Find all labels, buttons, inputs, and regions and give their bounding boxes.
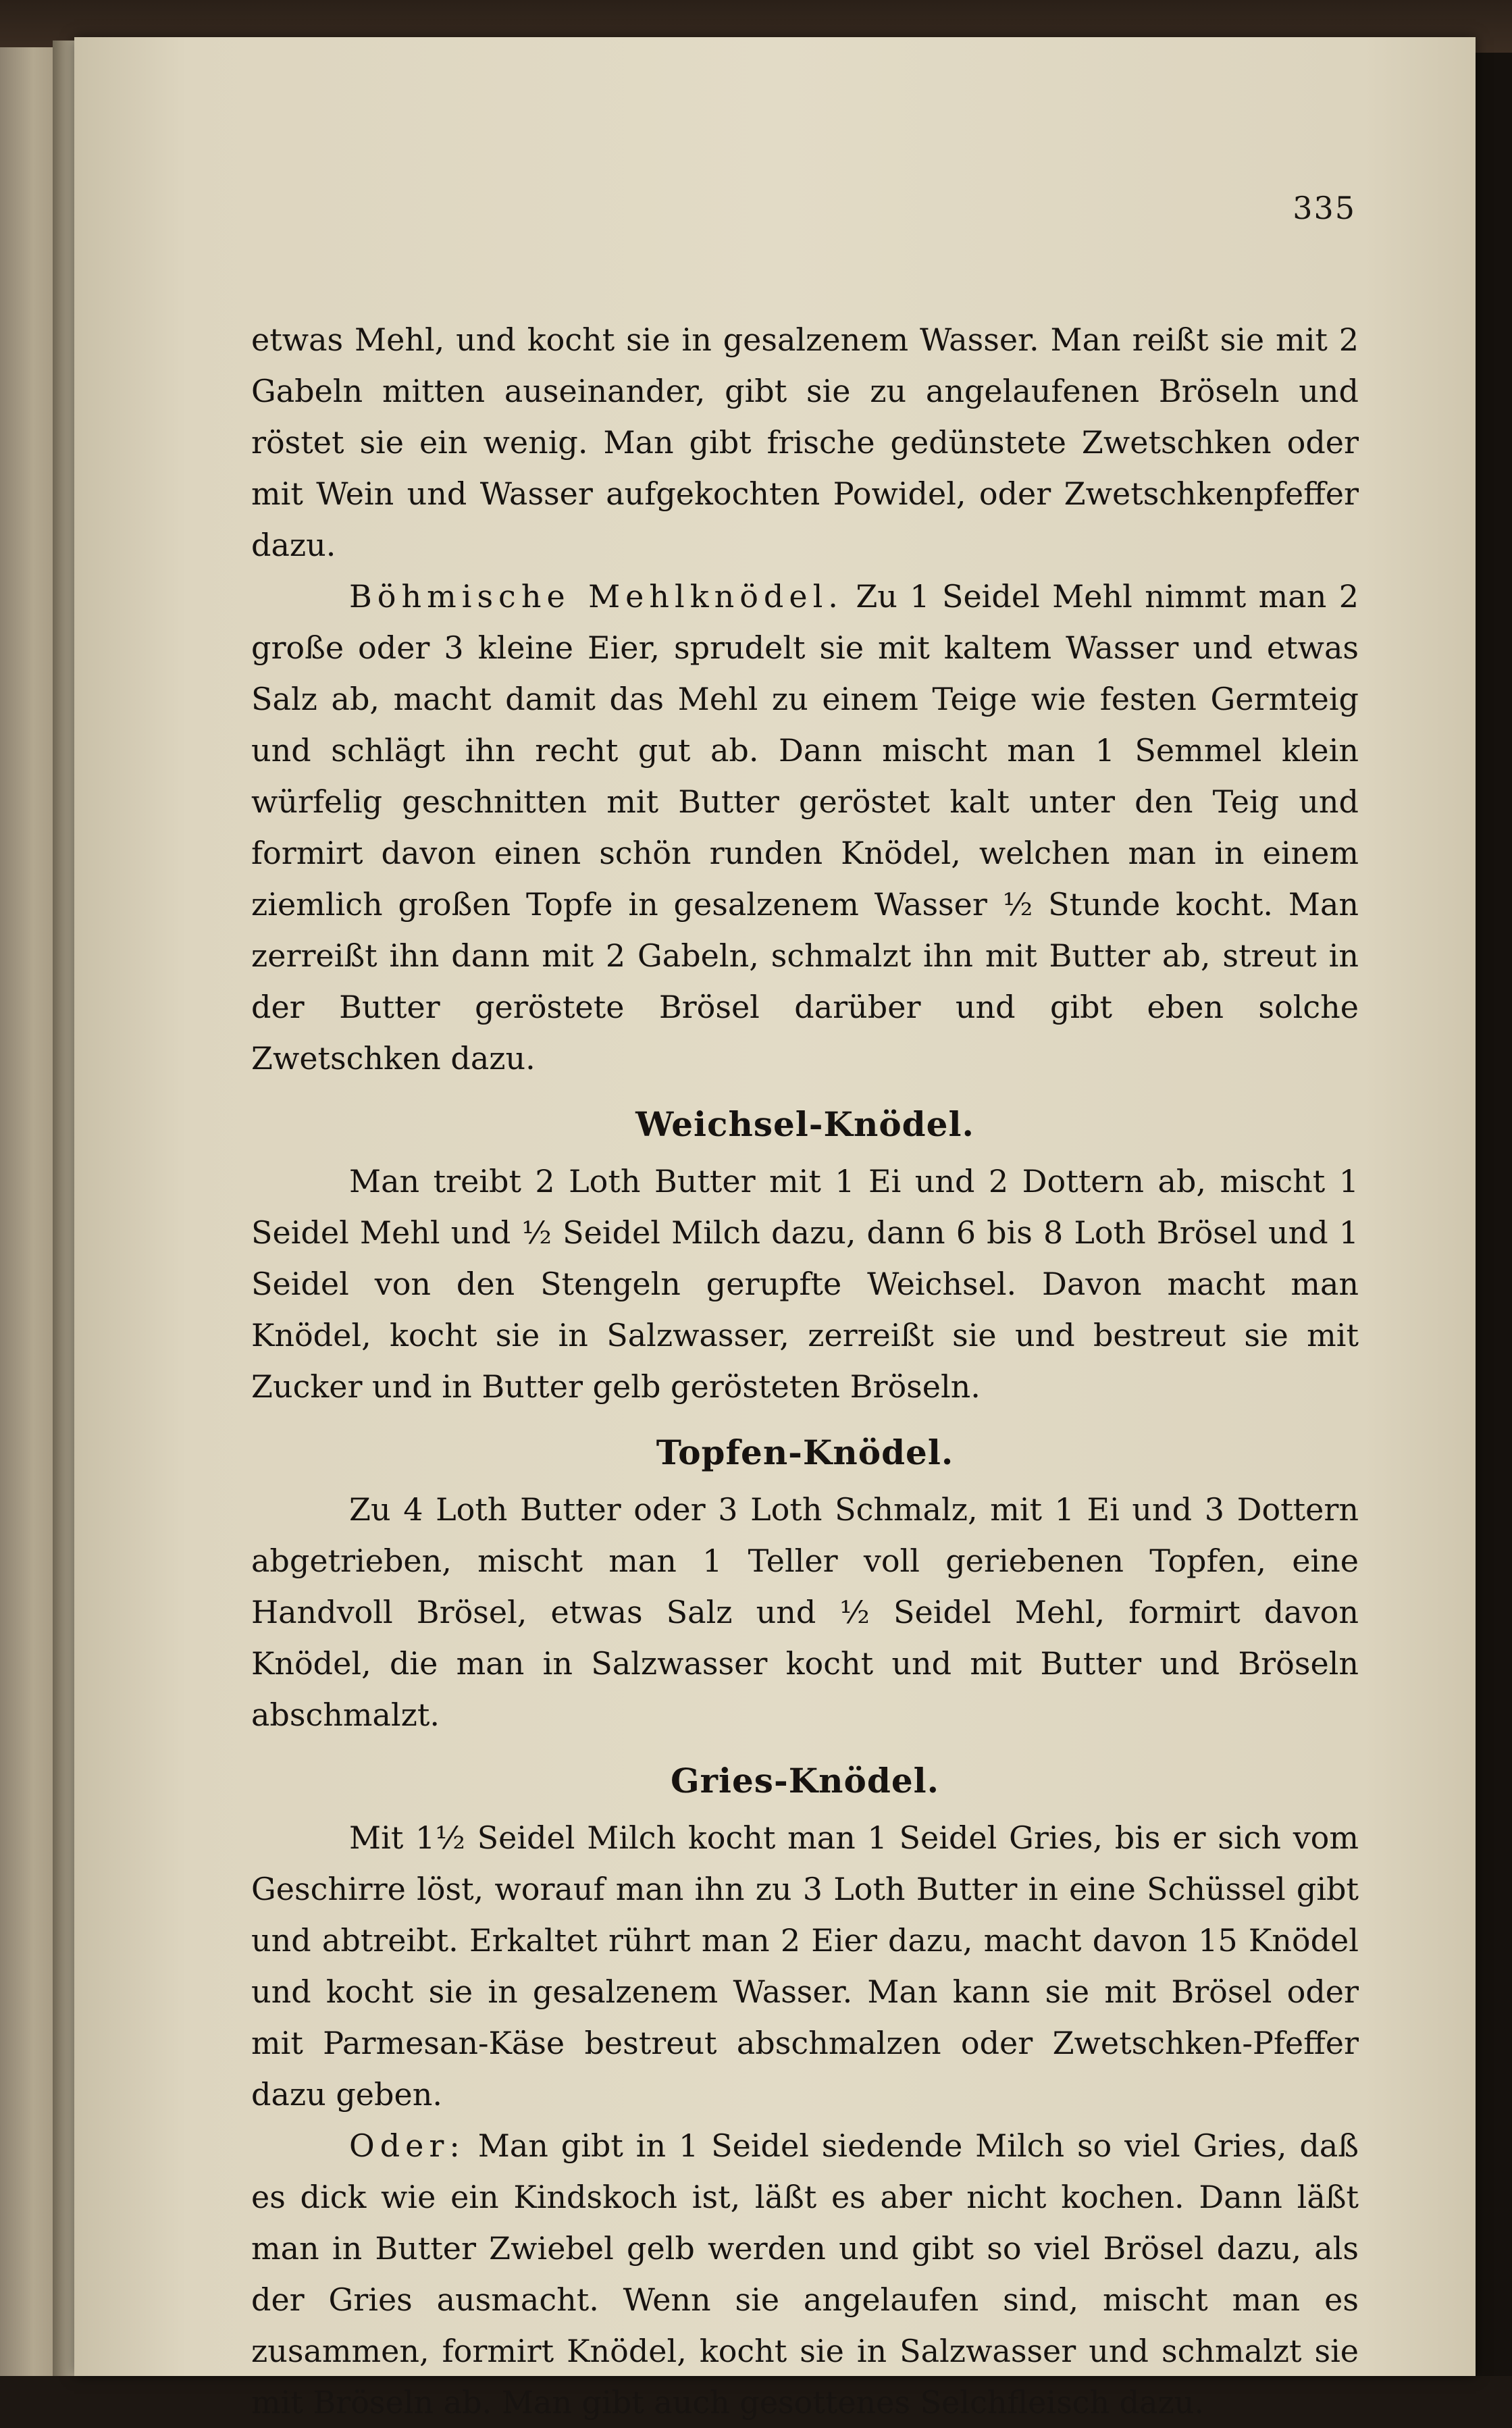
oder-label: Oder:	[349, 2127, 465, 2164]
page-body	[251, 314, 1359, 2428]
recipe-text: Zu 1 Seidel Mehl nimmt man 2 große oder 3 kleine Eier, sprudelt sie mit kaltem Wasser und etwas Salz ab, macht damit das Mehl zu einem Teige wie festen Germteig und schlägt ihn recht gut ab. Dann mischt man 1 Semmel klein würfelig geschnitten mit Butter geröstet kalt unter den Teig und formirt davon einen schön runden Knödel, welchen man in einem ziemlich großen Topfe in gesalzenem Wasser ½ Stunde kocht. Man zerreißt ihn dann mit 2 Gabeln, schmalzt ihn mit Butter ab, streut in der Butter geröstete Brösel darüber und gibt eben solche Zwetschken dazu.	[251, 578, 1359, 1077]
heading-weichsel-knoedel: Weichsel-Knödel.	[635, 1104, 974, 1144]
oder-text: Man gibt in 1 Seidel siedende Milch so viel Gries, daß es dick wie ein Kindskoch ist, läßt es aber nicht kochen. Dann läßt man in Butter Zwiebel gelb werden und gibt so viel Brösel dazu, als der Gries ausmacht. Wenn sie angelaufen sind, mischt man es zusammen, formirt Knödel, kocht sie in Salzwasser und schmalzt sie mit Bröseln ab. Man gibt auch gesottenes Selchfleisch dazu.	[251, 2127, 1359, 2421]
book-page	[74, 37, 1476, 2421]
paragraph-boehmische-mehlknoedel	[251, 571, 1359, 1084]
paragraph-weichsel-knoedel: Man treibt 2 Loth Butter mit 1 Ei und 2 Dottern ab, mischt 1 Seidel Mehl und ½ Seidel Milch dazu, dann 6 bis 8 Loth Brösel und 1 Seidel von den Stengeln gerupfte Weichsel. Davon macht man Knödel, kocht sie in Salzwasser, zerreißt sie und bestreut sie mit Zucker und in Butter gelb gerösteten Bröseln.	[251, 1163, 1359, 1405]
heading-gries-knoedel: Gries-Knödel.	[670, 1761, 940, 1801]
paragraph-gries-knoedel: Mit 1½ Seidel Milch kocht man 1 Seidel Gries, bis er sich vom Geschirre löst, worauf man ihn zu 3 Loth Butter in eine Schüssel gibt und abtreibt. Erkaltet rührt man 2 Eier dazu, macht davon 15 Knödel und kocht sie in gesalzenem Wasser. Man kann sie mit Brösel oder mit Parmesan-Käse bestreut abschmalzen oder Zwetschken-Pfeffer dazu geben.	[251, 1819, 1359, 2113]
heading-topfen-knoedel: Topfen-Knödel.	[656, 1432, 954, 1472]
paragraph-continued: etwas Mehl, und kocht sie in gesalzenem Wasser. Man reißt sie mit 2 Gabeln mitten auseinander, gibt sie zu angelaufenen Bröseln und röstet sie ein wenig. Man gibt frische gedünstete Zwetschken oder mit Wein und Wasser aufgekochten Powidel, oder Zwetschkenpfeffer dazu.	[251, 321, 1359, 563]
paragraph-gries-knoedel-oder	[251, 2120, 1359, 2428]
paragraph-topfen-knoedel: Zu 4 Loth Butter oder 3 Loth Schmalz, mit 1 Ei und 3 Dottern abgetrieben, mischt man 1 Teller voll geriebenen Topfen, eine Handvoll Brösel, etwas Salz und ½ Seidel Mehl, formirt davon Knödel, die man in Salzwasser kocht und mit Butter und Bröseln abschmalzt.	[251, 1491, 1359, 1733]
page-number: 335	[1293, 190, 1356, 226]
recipe-title-inline: Böhmische Mehlknödel.	[349, 578, 843, 615]
